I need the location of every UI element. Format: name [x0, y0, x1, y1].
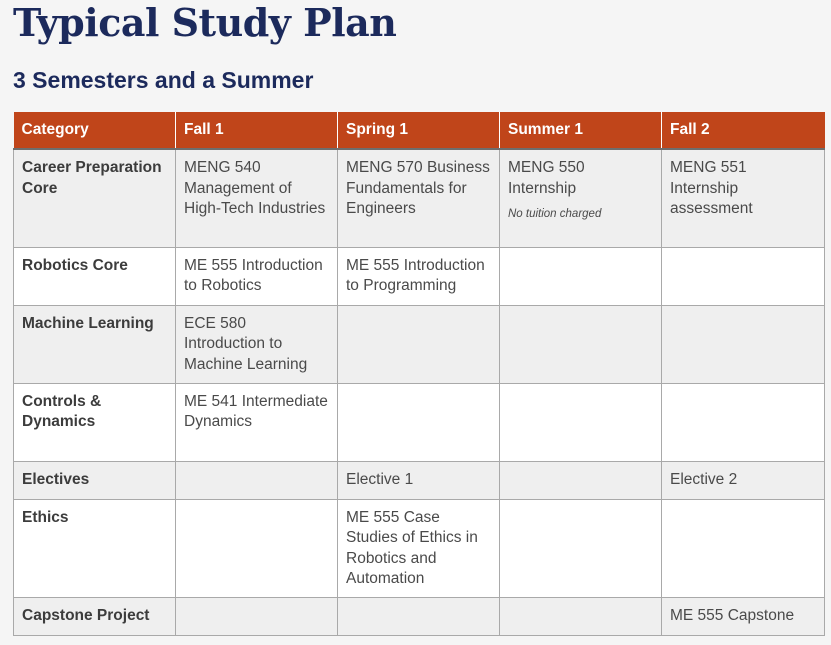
course-cell: ECE 580 Introduction to Machine Learning: [176, 305, 338, 383]
course-cell: [500, 247, 662, 305]
category-cell: Machine Learning: [14, 305, 176, 383]
table-row: [14, 461, 825, 499]
table-row: [14, 383, 825, 461]
page-title: Typical Study Plan: [13, 0, 397, 45]
course-cell: [176, 461, 338, 499]
tuition-note: No tuition charged: [508, 208, 602, 220]
category-cell: Ethics: [14, 499, 176, 597]
header-category: Category: [14, 112, 176, 149]
table-row: [14, 499, 825, 597]
course-cell: [662, 383, 825, 461]
header-fall-1: Fall 1: [176, 112, 338, 149]
table-row: [14, 305, 825, 383]
table-row: [14, 597, 825, 635]
category-cell: Controls & Dynamics: [14, 383, 176, 461]
page-subtitle: 3 Semesters and a Summer: [13, 67, 314, 93]
course-cell: ME 541 Intermediate Dynamics: [176, 383, 338, 461]
header-spring-1: Spring 1: [338, 112, 500, 149]
course-cell: [338, 597, 500, 635]
course-cell: [500, 461, 662, 499]
course-cell: [500, 597, 662, 635]
course-cell: [662, 499, 825, 597]
header-summer-1: Summer 1: [500, 112, 662, 149]
course-cell: [662, 247, 825, 305]
study-plan-table: [13, 112, 825, 636]
category-cell: Career Preparation Core: [14, 149, 176, 247]
course-cell: ME 555 Case Studies of Ethics in Robotics and Automation: [338, 499, 500, 597]
course-cell: ME 555 Capstone: [662, 597, 825, 635]
category-cell: Electives: [14, 461, 176, 499]
course-cell: MENG 570 Business Fundamentals for Engineers: [338, 149, 500, 247]
course-cell: [500, 499, 662, 597]
course-cell: Elective 2: [662, 461, 825, 499]
course-cell: [176, 499, 338, 597]
course-text: MENG 550 Internship: [508, 159, 585, 197]
category-cell: Robotics Core: [14, 247, 176, 305]
course-cell: ME 555 Introduction to Robotics: [176, 247, 338, 305]
course-cell: [500, 149, 662, 247]
course-cell: [500, 305, 662, 383]
course-cell: Elective 1: [338, 461, 500, 499]
course-cell: [662, 305, 825, 383]
table-row: [14, 149, 825, 247]
course-cell: [176, 597, 338, 635]
course-cell: [500, 383, 662, 461]
category-cell: Capstone Project: [14, 597, 176, 635]
course-cell: [338, 305, 500, 383]
course-cell: MENG 540 Management of High-Tech Industries: [176, 149, 338, 247]
header-fall-2: Fall 2: [662, 112, 825, 149]
table-row: [14, 247, 825, 305]
course-cell: [338, 383, 500, 461]
course-cell: MENG 551 Internship assessment: [662, 149, 825, 247]
table-header-row: [14, 112, 825, 149]
course-cell: ME 555 Introduction to Programming: [338, 247, 500, 305]
